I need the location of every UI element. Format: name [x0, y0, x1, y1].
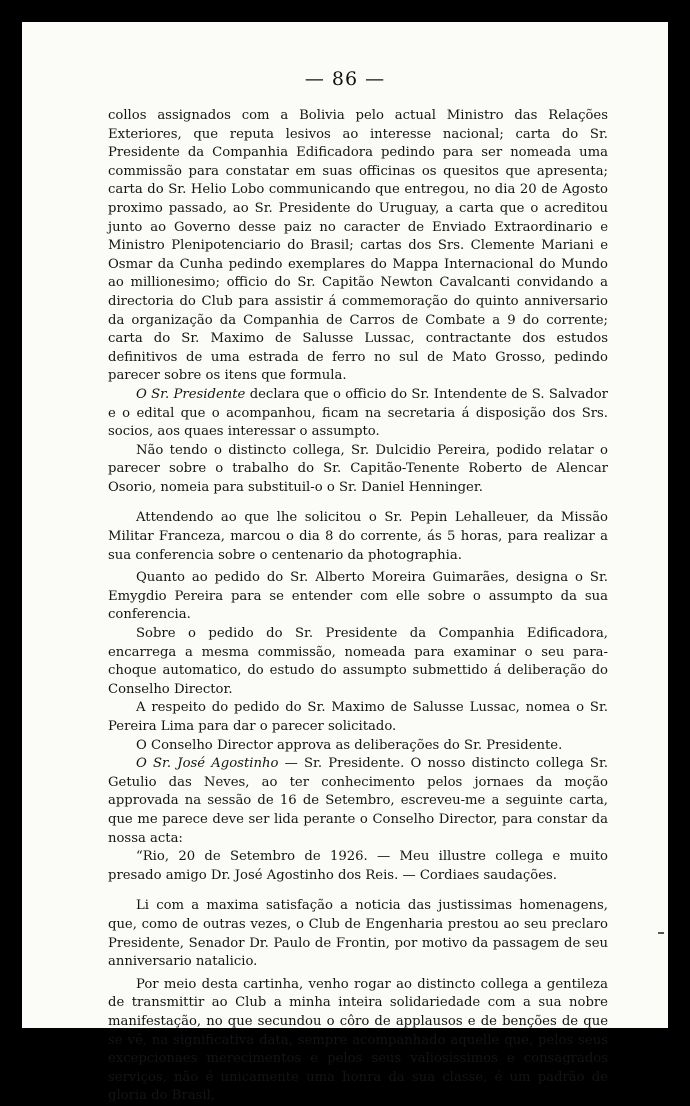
speaker-jose-agostinho: O Sr. José Agostinho: [136, 756, 279, 772]
paragraph-correspondence-list: collos assignados com a Bolivia pelo actual Ministro das Relações Exteriores, que reputa lesivos ao interesse nacional; carta do Sr. Presidente da Companhia Edificadora pedindo para ser nomeada uma commissão para constatar em suas officinas os quesitos que apresenta; carta do Sr. Helio Lobo communicando que entregou, no dia 20 de Agosto proximo passado, ao Sr. Presidente do Uruguay, a carta que o acreditou junto ao Governo desse paiz no caracter de Enviado Extraordinario e Ministro Plenipotenciario do Brasil; cartas dos Srs. Clemente Mariani e Osmar da Cunha pedindo exemplares do Mappa Internacional do Mundo ao millionesimo; officio do Sr. Capitão Newton Cavalcanti convidando a directoria do Club para assistir á commemoração do quinto anniversario da organização da Companhia de Carros de Combate a 9 do corrente; carta do Sr. Maximo de Salusse Lussac, contractante dos estudos definitivos de uma estrada de ferro no sul de Mato Grosso, pedindo parecer sobre os itens que formula.: [108, 108, 608, 384]
paragraph-letter-salutation: “Rio, 20 de Setembro de 1926. — Meu illustre collega e muito presado amigo Dr. José Agostinho dos Reis. — Cordiaes saudações.: [108, 849, 608, 883]
page-number: — 86 —: [304, 68, 386, 90]
paragraph-alberto-guimaraes: Quanto ao pedido do Sr. Alberto Moreira Guimarães, designa o Sr. Emygdio Pereira para se entender com elle sobre o assumpto da sua conferencia.: [108, 570, 608, 623]
paragraph-companhia-edificadora: Sobre o pedido do Sr. Presidente da Companhia Edificadora, encarrega a mesma commissão, nomeada para examinar o seu para-choque automatico, do estudo do assumpto submettido á deliberação do Conselho Director.: [108, 626, 608, 697]
paragraph-jose-agostinho: [108, 755, 608, 848]
body-text: [108, 107, 608, 1106]
paragraph-letter-body-2: Por meio desta cartinha, venho rogar ao distincto collega a gentileza de transmittir ao Club a minha inteira solidariedade com a sua nobre manifestação, no que secundou o côro de applausos e de benções de que se vê, na significativa data, sempre acompanhado aquelle que, pelos seus excepcionaes merecimentos e pelos seus valiosissimos e consagrados serviços, não é unicamente uma honra da sua classe, é um padrão de gloria do Brasil,: [108, 976, 608, 1104]
paragraph-jose-agostinho-text: — Sr. Presidente. O nosso distincto collega Sr. Getulio das Neves, ao ter conhecimento pelos jornaes da moção approvada na sessão de 16 de Setembro, escreveu-me a seguinte carta, que me parece deve ser lida perante o Conselho Director, para constar da nossa acta:: [108, 756, 608, 846]
scan-mark: [658, 932, 664, 934]
paragraph-presidente-declara: [108, 386, 608, 442]
document-page: [22, 22, 668, 1104]
paragraph-presidente-declara-text: declara que o officio do Sr. Intendente de S. Salvador e o edital que o acompanhou, ficam na secretaria á disposição dos Srs. socios, aos quaes interessar o assumpto.: [108, 386, 608, 440]
speaker-presidente: O Sr. Presidente: [136, 386, 246, 402]
paragraph-letter-body-1: Li com a maxima satisfação a noticia das justissimas homenagens, que, como de outras vezes, o Club de Engenharia prestou ao seu preclaro Presidente, Senador Dr. Paulo de Frontin, por motivo da passagem de seu anniversario natalicio.: [108, 898, 608, 970]
paragraph-dulcidio-pereira: Não tendo o distincto collega, Sr. Dulcidio Pereira, podido relatar o parecer sobre o trabalho do Sr. Capitão-Tenente Roberto de Alencar Osorio, nomeia para substituil-o o Sr. Daniel Henninger.: [108, 442, 608, 495]
paragraph-pepin-lehalleuer: Attendendo ao que lhe solicitou o Sr. Pepin Lehalleuer, da Missão Militar Franceza, marcou o dia 8 do corrente, ás 5 horas, para realizar a sua conferencia sobre o centenario da photographia.: [108, 510, 608, 563]
paragraph-conselho-approva: O Conselho Director approva as deliberações do Sr. Presidente.: [136, 737, 563, 753]
paragraph-salusse-lussac: A respeito do pedido do Sr. Maximo de Salusse Lussac, nomea o Sr. Pereira Lima para dar o parecer solicitado.: [108, 700, 608, 734]
